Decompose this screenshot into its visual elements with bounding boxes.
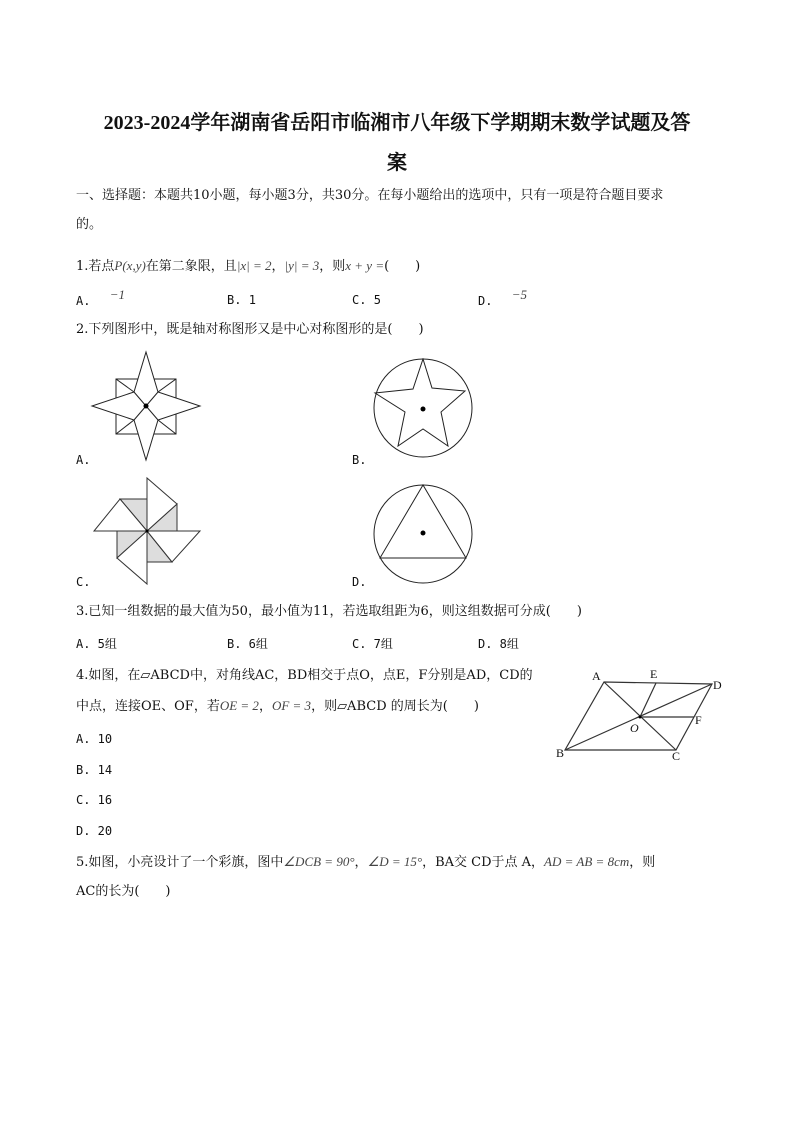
q2-label-c: C. bbox=[76, 575, 91, 589]
q4-option-b: B. 14 bbox=[76, 763, 113, 777]
figure-c-pinwheel bbox=[92, 476, 204, 588]
q1-math: |x| = 2 bbox=[236, 258, 272, 273]
figure-parallelogram bbox=[550, 664, 740, 766]
label-c: C bbox=[672, 749, 681, 763]
label-a: A bbox=[592, 669, 601, 683]
question-4: 4.如图，在▱ABCD中，对角线AC，BD相交于点O，点E，F分别是AD，CD的 bbox=[76, 668, 533, 683]
figure-a-star bbox=[86, 346, 208, 468]
label-o: O bbox=[630, 721, 639, 735]
doc-title: 2023-2024学年湖南省岳阳市临湘市八年级下学期期末数学试题及答 bbox=[103, 112, 691, 134]
q2-label-a: A. bbox=[76, 453, 91, 467]
q1-text: ，则 bbox=[319, 259, 346, 274]
label-f: F bbox=[695, 713, 702, 727]
label-e: E bbox=[650, 667, 658, 681]
q2-label-d: D. bbox=[352, 575, 367, 589]
q1-math: |y| = 3 bbox=[284, 258, 320, 273]
q4-option-d: D. 20 bbox=[76, 824, 113, 838]
q1-option-c: C. 5 bbox=[352, 293, 381, 307]
question-1 bbox=[76, 257, 420, 276]
label-b: B bbox=[556, 746, 565, 760]
section-heading-cont: 的。 bbox=[76, 217, 103, 232]
q1-math: x + y = bbox=[345, 258, 385, 273]
figure-d-triangle-in-circle bbox=[370, 484, 476, 588]
q1-option-a: A. −1 bbox=[76, 287, 125, 308]
q1-option-d: D. −5 bbox=[478, 287, 527, 308]
doc-title-cont: 案 bbox=[387, 152, 407, 174]
question-5-cont: AC的长为( ) bbox=[76, 884, 171, 899]
label-d: D bbox=[713, 678, 722, 692]
q4-option-a: A. 10 bbox=[76, 732, 113, 746]
q3-option-b: B. 6组 bbox=[227, 637, 268, 651]
question-4-cont: 中点，连接OE、OF，若OE = 2，OF = 3，则▱ABCD 的周长为( ) bbox=[76, 698, 479, 714]
question-3: 3.已知一组数据的最大值为50，最小值为11，若选取组距为6，则这组数据可分成( ) bbox=[76, 604, 582, 619]
section-heading: 一、选择题：本题共10小题，每小题3分，共30分。在每小题给出的选项中，只有一项是符合题目要求 bbox=[76, 188, 664, 203]
q3-option-c: C. 7组 bbox=[352, 637, 393, 651]
q1-text: ， bbox=[271, 259, 285, 274]
q1-text: 在第二象限，且 bbox=[145, 259, 237, 274]
q3-option-a: A. 5组 bbox=[76, 637, 117, 651]
q4-option-c: C. 16 bbox=[76, 793, 113, 807]
q1-text: ( ) bbox=[384, 259, 421, 274]
q3-option-d: D. 8组 bbox=[478, 637, 519, 651]
q1-math: P(x,y) bbox=[114, 258, 146, 273]
q1-text: 1.若点 bbox=[76, 259, 115, 274]
q1-option-b: B. 1 bbox=[227, 293, 256, 307]
question-2: 2.下列图形中，既是轴对称图形又是中心对称图形的是( ) bbox=[76, 322, 424, 337]
q2-label-b: B. bbox=[352, 453, 367, 467]
figure-b-star-in-circle bbox=[370, 358, 476, 464]
question-5: 5.如图，小亮设计了一个彩旗，图中∠DCB = 90°，∠D = 15°，BA交 CD于点 A，AD = AB = 8cm，则 bbox=[76, 854, 656, 870]
